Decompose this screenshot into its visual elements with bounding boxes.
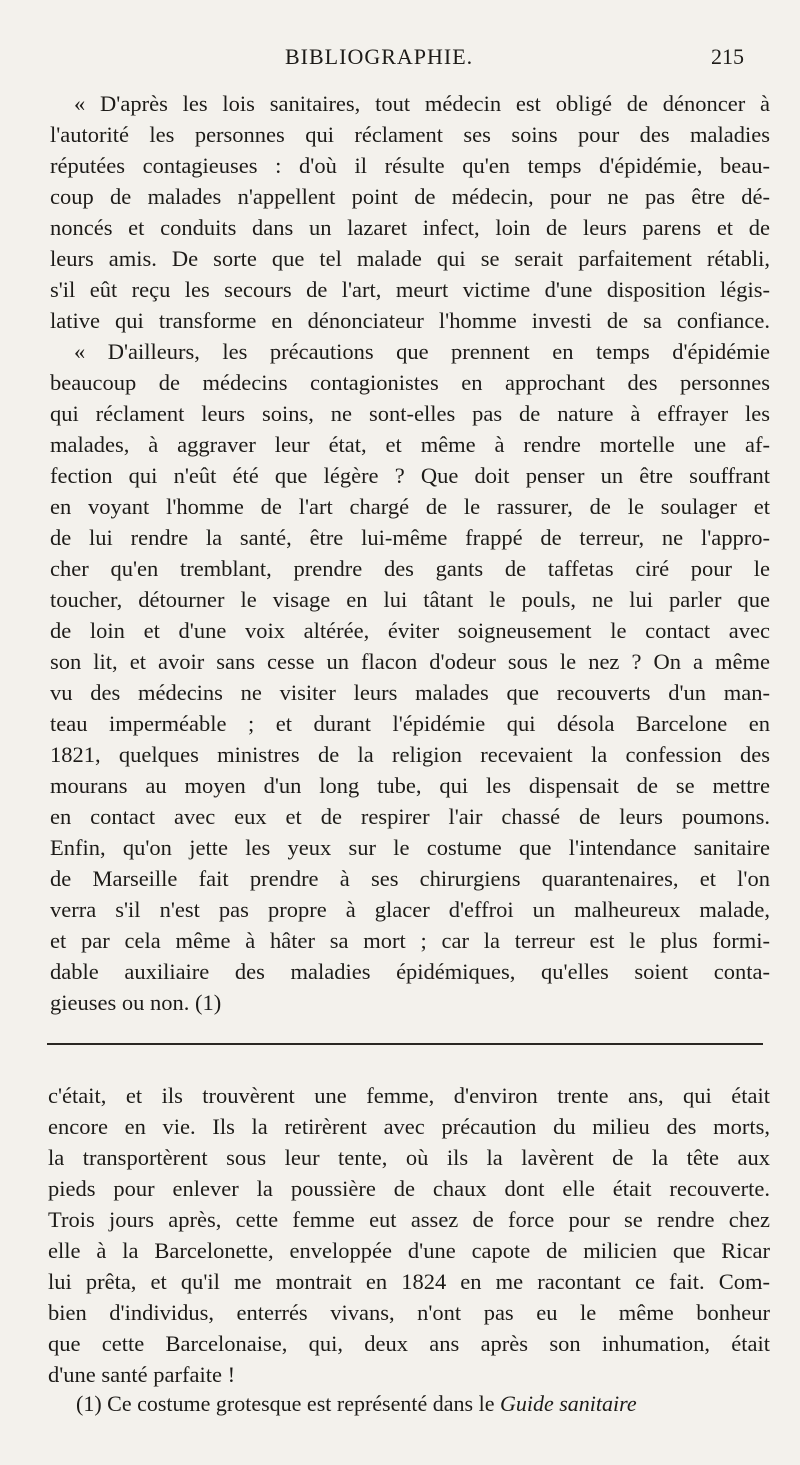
text-line: de lui rendre la santé, être lui-même frappé de terreur, ne l'appro-: [50, 525, 770, 550]
text-line: mourans au moyen d'un long tube, qui les dispensait de se mettre: [50, 773, 770, 798]
text-line: de loin et d'une voix altérée, éviter soigneusement le contact avec: [50, 618, 770, 643]
text-line: dable auxiliaire des maladies épidémiques, qu'elles soient conta-: [50, 959, 770, 984]
footnote-separator: [47, 1043, 763, 1045]
text-line: encore en vie. Ils la retirèrent avec précaution du milieu des morts,: [48, 1114, 770, 1139]
text-line: lative qui transforme en dénonciateur l'homme investi de sa confiance.: [50, 308, 770, 333]
text-line: « D'après les lois sanitaires, tout médecin est obligé de dénoncer à: [74, 91, 770, 116]
text-line: verra s'il n'est pas propre à glacer d'effroi un malheureux malade,: [50, 897, 770, 922]
text-line: « D'ailleurs, les précautions que prennent en temps d'épidémie: [74, 339, 770, 364]
text-line: leurs amis. De sorte que tel malade qui se serait parfaitement rétabli,: [50, 246, 770, 271]
paragraph-2: [50, 336, 770, 1018]
text-line: pieds pour enlever la poussière de chaux dont elle était recouverte.: [48, 1176, 770, 1201]
page-number: 215: [711, 44, 744, 69]
text-line: que cette Barcelonaise, qui, deux ans après son inhumation, était: [48, 1331, 770, 1356]
text-line: s'il eût reçu les secours de l'art, meurt victime d'une disposition légis-: [50, 277, 770, 302]
text-line: qui réclament leurs soins, ne sont-elles pas de nature à effrayer les: [50, 401, 770, 426]
running-title: BIBLIOGRAPHIE.: [285, 44, 474, 69]
continued-note-text: [48, 1080, 770, 1390]
text-line: réputées contagieuses : d'où il résulte qu'en temps d'épidémie, beau-: [50, 153, 770, 178]
text-line: et par cela même à hâter sa mort ; car la terreur est le plus formi-: [50, 928, 770, 953]
text-line: beaucoup de médecins contagionistes en approchant des personnes: [50, 370, 770, 395]
page-header: [50, 44, 750, 80]
footnote: [76, 1388, 776, 1419]
text-line: c'était, et ils trouvèrent une femme, d'environ trente ans, qui était: [48, 1083, 770, 1108]
text-line: noncés et conduits dans un lazaret infect, loin de leurs parens et de: [50, 215, 770, 240]
text-line: Trois jours après, cette femme eut assez de force pour se rendre chez: [48, 1207, 770, 1232]
text-line: Enfin, qu'on jette les yeux sur le costume que l'intendance sanitaire: [50, 835, 770, 860]
main-text: [50, 88, 770, 1018]
text-line: 1821, quelques ministres de la religion recevaient la confession des: [50, 742, 770, 767]
text-line: l'autorité les personnes qui réclament ses soins pour des maladies: [50, 122, 770, 147]
text-line: malades, à aggraver leur état, et même à rendre mortelle une af-: [50, 432, 770, 457]
paragraph-1: [50, 88, 770, 336]
text-line: cher qu'en tremblant, prendre des gants de taffetas ciré pour le: [50, 556, 770, 581]
text-line: la transportèrent sous leur tente, où ils la lavèrent de la tête aux: [48, 1145, 770, 1170]
text-line: en voyant l'homme de l'art chargé de le rassurer, de le soulager et: [50, 494, 770, 519]
footnote-title: Guide sanitaire: [499, 1391, 637, 1416]
text-line: coup de malades n'appellent point de médecin, pour ne pas être dé-: [50, 184, 770, 209]
text-line: teau imperméable ; et durant l'épidémie qui désola Barcelone en: [50, 711, 770, 736]
text-line: d'une santé parfaite !: [48, 1362, 236, 1387]
text-line: en contact avec eux et de respirer l'air chassé de leurs poumons.: [50, 804, 770, 829]
text-line: bien d'individus, enterrés vivans, n'ont pas eu le même bonheur: [48, 1300, 770, 1325]
text-line: toucher, détourner le visage en lui tâtant le pouls, ne lui parler que: [50, 587, 770, 612]
text-line: lui prêta, et qu'il me montrait en 1824 en me racontant ce fait. Com-: [48, 1269, 770, 1294]
text-line: elle à la Barcelonette, enveloppée d'une capote de milicien que Ricar: [48, 1238, 770, 1263]
text-line: de Marseille fait prendre à ses chirurgiens quarantenaires, et l'on: [50, 866, 770, 891]
text-line: son lit, et avoir sans cesse un flacon d'odeur sous le nez ? On a même: [50, 649, 770, 674]
text-line: vu des médecins ne visiter leurs malades que recouverts d'un man-: [50, 680, 770, 705]
text-line: fection qui n'eût été que légère ? Que doit penser un être souffrant: [50, 463, 770, 488]
text-line: gieuses ou non. (1): [50, 990, 222, 1015]
footnote-text: (1) Ce costume grotesque est représenté dans le: [76, 1391, 500, 1416]
